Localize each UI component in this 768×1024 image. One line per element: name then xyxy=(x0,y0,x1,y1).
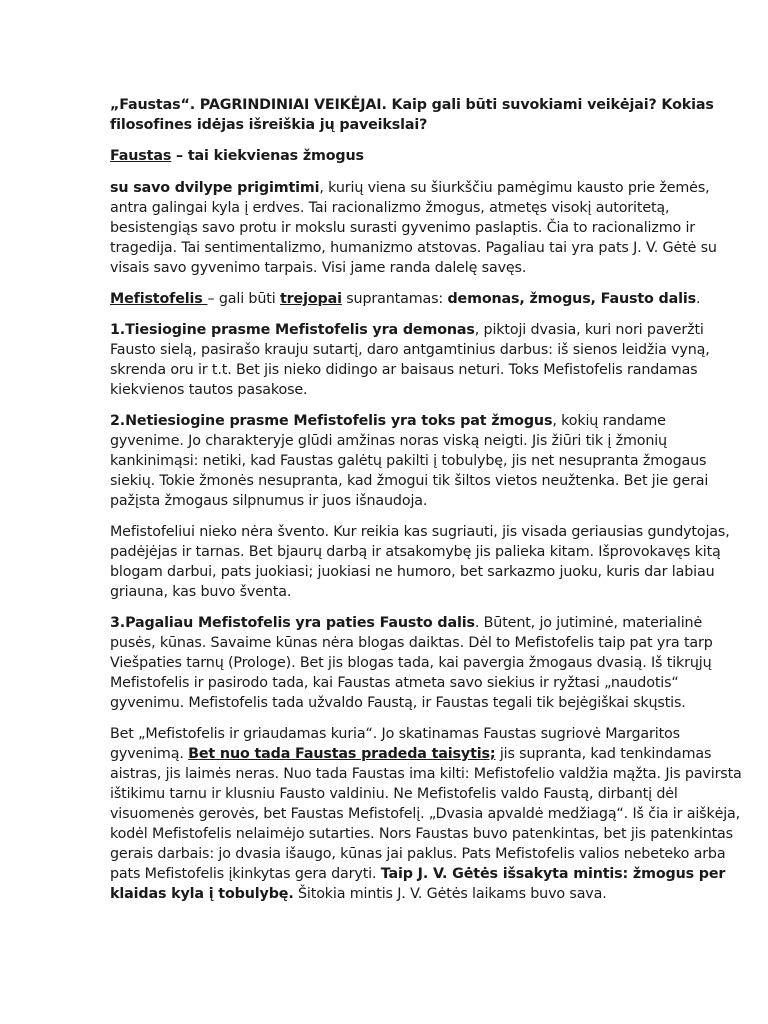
trejopai-word: trejopai xyxy=(279,291,342,307)
faustas-heading xyxy=(110,146,742,166)
document-page xyxy=(110,95,742,904)
point-3-paragraph xyxy=(110,613,742,713)
holy-paragraph: Mefistofeliui nieko nėra švento. Kur reikia kas sugriauti, jis visada geriausias gundytojas, padėjėjas ir tarnas. Bet bjaurų darbą ir atsakomybę jis palieka kitam. Išprovokavęs kitą blogam darbui, pats juokiasi; juokiasi ne humoro, bet sarkazmo juoku, kuris dar labiau griauna, kas buvo šventa. xyxy=(110,524,730,600)
final-tail: Šitokia mintis J. V. Gėtės laikams buvo sava. xyxy=(293,886,607,902)
point-1-text: , piktoji dvasia, kuri nori paveržti Fausto sielą, pasirašo krauju sutartį, daro antgamtinius darbus: iš sienos leidžia vyną, skrenda oru ir t.t. Bet jis nieko didingo ar baisaus neturi. Toks Mefistofelis randamas kiekvienos tautos pasakose. xyxy=(110,322,710,398)
mefistofelis-dash: – gali būti xyxy=(207,291,280,307)
point-1-heading: 1.Tiesiogine prasme Mefistofelis yra demonas xyxy=(110,322,475,338)
mefistofelis-heading xyxy=(110,289,742,309)
point-2-paragraph xyxy=(110,411,742,511)
final-bold-conclusion: Taip J. V. Gėtės išsakyta mintis: žmogus per klaidas kyla į tobulybę. xyxy=(110,866,726,902)
point-3-heading: 3.Pagaliau Mefistofelis yra paties Fausto dalis xyxy=(110,615,475,631)
faustas-name: Faustas xyxy=(110,148,172,164)
point-2-heading: 2.Netiesiogine prasme Mefistofelis yra toks pat žmogus xyxy=(110,413,553,429)
point-3-text: . Būtent, jo jutiminė, materialinė pusės, kūnas. Savaime kūnas nėra blogas daiktas. Dėl to Mefistofelis taip pat yra tarp Viešpaties tarnų (Prologe). Bet jis blogas tada, kai pavergia žmogaus dvasią. Iš tikrųjų Mefistofelis ir pasirodo tada, kai Faustas atmeta savo siekius ir ryžtasi „naudotis“ gyvenimu. Mefistofelis tada užvaldo Faustą, ir Faustas tegali tik bejėgiškai skųstis. xyxy=(110,615,713,711)
faustas-description xyxy=(110,178,742,278)
faustas-lead: su savo dvilype prigimtimi xyxy=(110,180,320,196)
faustas-body-text: , kurių viena su šiurkščiu pamėgimu kausto prie žemės, antra galingai kyla į erdves. Tai racionalizmo žmogus, atmetęs visokį autoritetą, besistengiąs savo protu ir mokslu surasti gyvenimo paslaptis. Čia to racionalizmo ir tragedija. Tai sentimentalizmo, humanizmo atstovas. Pagaliau tai yra pats J. V. Gėtė su visais savo gyvenimo tarpais. Visi jame randa dalelę savęs. xyxy=(110,180,717,276)
mefistofelis-end: . xyxy=(695,291,701,307)
mefistofelis-list: demonas, žmogus, Fausto dalis xyxy=(447,291,696,307)
final-start: Bet „Mefistofelis ir griaudamas kuria“. Jo skatinamas Faustas sugriovė Margaritos gyvenimą. xyxy=(110,726,680,762)
point-1-paragraph xyxy=(110,320,742,400)
mefistofelis-name: Mefistofelis xyxy=(110,291,208,307)
faustas-heading-rest: – tai kiekvienas žmogus xyxy=(171,148,364,164)
document-title: „Faustas“. PAGRINDINIAI VEIKĖJAI. Kaip gali būti suvokiami veikėjai? Kokias filosofines idėjas išreiškia jų paveikslai? xyxy=(110,97,714,133)
suprantamas-word: suprantamas: xyxy=(341,291,448,307)
point-2-text: , kokių randame gyvenime. Jo charakteryje glūdi amžinas noras viską neigti. Jis žiūri tik į žmonių kankinimąsi: netiki, kad Faustas galėtų pakilti į tobulybę, jis net nesupranta žmogaus siekių. Tokie žmonės nesupranta, kad žmogui tik šiltos vietos neužtenka. Bet jie gerai pažįsta žmogaus silpnumus ir juos išnaudoja. xyxy=(110,413,709,509)
final-underlined: Bet nuo tada Faustas pradeda taisytis; xyxy=(188,746,496,762)
final-middle: jis supranta, kad tenkindamas aistras, jis laimės neras. Nuo tada Faustas ima kilti: Mefistofelio valdžia mąžta. Jis pavirsta ištikimu tarnu ir klusniu Fausto valdiniu. Ne Mefistofelis valdo Faustą, dirbantį dėl visuomenės gerovės, bet Faustas Mefistofelį. „Dvasia apvaldė medžiagą“. Iš čia ir aiškėja, kodėl Mefistofelis nelaimėjo sutarties. Nors Faustas buvo patenkintas, bet jis patenkintas gerais darbais: jo dvasia išaugo, kūnas jai paklus. Pats Mefistofelis valios nebeteko arba pats Mefistofelis įkinkytas gera daryti. xyxy=(110,746,742,882)
final-paragraph xyxy=(110,724,742,904)
